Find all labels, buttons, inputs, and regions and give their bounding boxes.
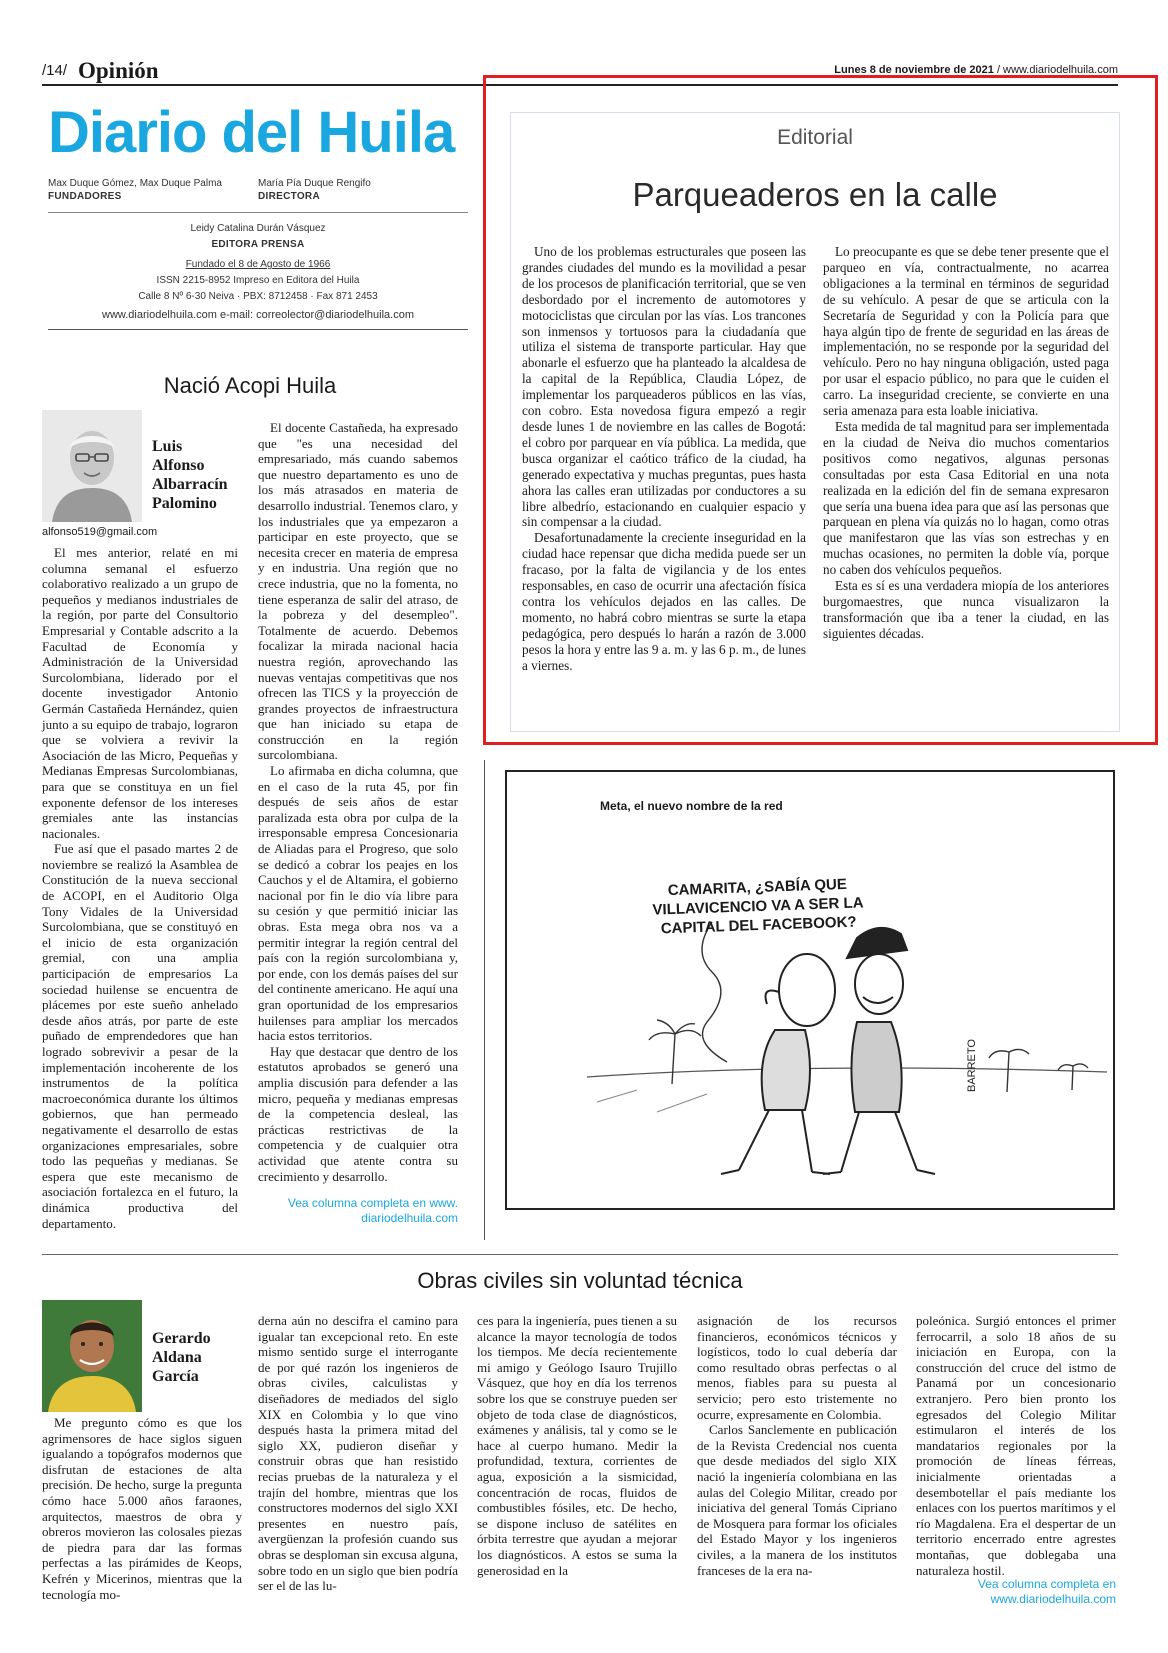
- section-title: Opinión: [78, 58, 159, 83]
- opinion-1-column-2: [258, 420, 458, 1184]
- opinion-2-column-3: [477, 1313, 677, 1578]
- masthead-bottom-rule: [48, 329, 468, 330]
- paragraph: Lo preocupante es que se debe tener presente que el parqueo en vía, contractualmente, no acarrea obligaciones a la terminal en términos de seguridad de su vehículo. A pesar de que se articula con la Secretaría de Seguridad y con la Policía para que haya algún tipo de frente de seguridad en las áreas de implementación, no se responde por la seguridad del vehículo. Pero no hay ninguna obligación, usted paga por usar el espacio público, no para que le cuiden el carro. La inseguridad creciente, se convierte en una seria amenaza para esta loable iniciativa.: [823, 244, 1109, 419]
- author-photo: [42, 410, 142, 522]
- paragraph: Me pregunto cómo es que los agrimensores de hace siglos siguen igualando a topógrafos modernos que disfrutan de estaciones de alta precisión. De hecho, surge la pregunta cómo hace 5.000 años faraones, arquitectos, maestros de obra y obreros movieron las colosales piezas de piedra para dar las formas perfectas a las pirámides de Keops, Kefrén y Micerinos, mientras que la tecnología mo-: [42, 1415, 242, 1602]
- director-role: DIRECTORA: [258, 191, 320, 202]
- opinion-2-column-1: [42, 1415, 242, 1602]
- author-name-line: Luis: [152, 438, 183, 455]
- contact-info[interactable]: www.diariodelhuila.com e-mail: correolector@diariodelhuila.com: [102, 309, 414, 321]
- editor-name: Leidy Catalina Durán Vásquez: [190, 223, 326, 234]
- read-more-link[interactable]: Vea columna completa en www. diariodelhuila.com: [287, 1196, 458, 1225]
- author-email[interactable]: alfonso519@gmail.com: [42, 526, 158, 538]
- paragraph: asignación de los recursos financieros, económicos técnicos y logísticos, todo lo cual debería dar como resultado obras perfectas o al menos, fiables para su puesta al servicio; pero esto tristemente no ocurre, expresamente en Colombia.: [697, 1313, 897, 1422]
- opinion-1-column-1: [42, 545, 238, 1231]
- opinion-2-column-2: [258, 1313, 458, 1594]
- editorial-column-2: [823, 244, 1109, 642]
- paragraph: derna aún no descifra el camino para igualar tan excepcional reto. En este mismo sentido surge el interrogante de por qué razón los ingenieros de obras civiles, calculistas y diseñadores de mediados del siglo XIX en Colombia y lo que vino después hasta la primera mitad del siglo XX, pudieron diseñar y construir obras que han resistido recias pruebas de la naturaleza y el trajín del hombre, mientras que los constructores modernos del siglo XXI presentes en nuestro país, avergüenzan la profesión cuando sus obras se desploman sin excusa alguna, sobre todo en un siglo que bien podría ser el de las lu-: [258, 1313, 459, 1594]
- author-name-line: Alfonso: [152, 457, 205, 474]
- founded-date: Fundado el 8 de Agosto de 1966: [185, 259, 331, 270]
- paragraph: Lo afirmaba en dicha columna, que en el caso de la ruta 45, por fin después de seis años de estar paralizada esta obra por culpa de la irresponsable empresa Concesionaria de Aliadas para el Progreso, que solo se dedicó a cobrar los peajes en los Cauchos y el de Altamira, el gobierno nacional por fin le dio vía libre para su cesión y que permitió iniciar las obras. Esta mega obra nos va a permitir integrar la región central del país con la región surcolombiana y, por ende, con los demás países del sur del continente americano. He aquí una gran oportunidad de los empresarios huilenses para ampliar los mercados hacia estos territorios.: [258, 763, 458, 1044]
- founders-names: Max Duque Gómez, Max Duque Palma: [48, 178, 222, 189]
- opinion-2-title: Obras civiles sin voluntad técnica: [417, 1268, 743, 1293]
- author-name-line: Aldana: [152, 1349, 202, 1366]
- masthead-divider: [48, 212, 468, 213]
- opinion-2-column-5: [916, 1313, 1116, 1578]
- paragraph: El docente Castañeda, ha expresado que "es una necesidad del empresariado, más cuando sabemos que nuestro departamento es uno de los más atrasados en materia de desarrollo industrial. Tenemos claro, y los industriales que ya empezaron a participar en este proyecto, que se necesita crecer en materia de empresa y en industria. Una región que no crece industria, que no la fomenta, no tiene esperanza de salir del atraso, de la pobreza y del desempleo". Totalmente de acuerdo. Debemos focalizar la mirada nacional hacia nuestra región, aprovechando las nuevas ventajas competitivas que nos ofrecen las TICS y la proyección de grandes proyectos de infraestructura que han iniciado su etapa de construcción en la región surcolombiana.: [258, 420, 458, 763]
- issue-date: Lunes 8 de noviembre de 2021: [834, 64, 994, 76]
- author-portrait-icon: [42, 1300, 142, 1412]
- read-more-link[interactable]: Vea columna completa en www.diariodelhuila.com: [977, 1577, 1116, 1606]
- editorial-column-1: [522, 244, 806, 673]
- author-portrait-icon: [42, 410, 142, 522]
- opinion-2-author: [152, 1329, 211, 1386]
- newspaper-logo: Diario del Huila: [48, 100, 455, 165]
- author-photo: [42, 1300, 142, 1412]
- cartoon-drawing-icon: [507, 772, 1113, 1208]
- author-name-line: Palomino: [152, 495, 217, 512]
- paragraph: Esta medida de tal magnitud para ser implementada en la ciudad de Neiva dio muchos comentarios positivos como negativos, algunas personas consultadas por esta Casa Editorial en una nota realizada en la edición del fin de semana expresaron que sería una buena idea para que así las personas que parquean en plena vía quizás no lo hagan, como otras que manifestaron que las vías son estrechas y en muchas ocasiones, no permiten la doble vía, porque no caben dos vehículos pequeños.: [823, 418, 1109, 578]
- page-number: /14/: [42, 62, 68, 79]
- address: Calle 8 Nº 6-30 Neiva · PBX: 8712458 · Fax 871 2453: [138, 291, 378, 302]
- author-name-line: Albarracín: [152, 476, 228, 493]
- paragraph: Uno de los problemas estructurales que poseen las grandes ciudades del mundo es la movilidad a pesar de los procesos de planificación territorial, que se ven desbordado por el incremento de automotores y motociclistas que circulan por las vías. Los trancones son inmensos y tortuosos para la ciudadanía que utiliza el sistema de transporte particular. Hay que abonarle el esfuerzo que ha planteado la alcaldesa de la capital de la República, Claudia López, de implementar los parqueaderos públicos en las vías, con cobro. Esta novedosa figura empezó a regir desde lunes 1 de noviembre en las calles de Bogotá: el cobro por parquear en vía pública. La medida, que busca organizar el caótico tráfico de la ciudad, ha generado expectativa y muchas preguntas, pues hasta ahora las calles eran utilizadas por conductores a su libre albedrío, estacionando en cualquier espacio y sin compensar a la ciudad.: [522, 244, 806, 530]
- opinion-2-column-4: [697, 1313, 897, 1578]
- paragraph: Hay que destacar que dentro de los estatutos aprobados se generó una amplia discusión para defender a las micro, pequeña y medianas empresas de la competencia desleal, las prácticas restrictivas de la competencia y de cualquier otra actividad que atente contra su crecimiento y desarrollo.: [258, 1043, 458, 1184]
- cartoon-speech-text: CAMARITA, ¿SABÍA QUE VILLAVICENCIO VA A SER LA CAPITAL DEL FACEBOOK?: [652, 875, 864, 938]
- paragraph: Fue así que el pasado martes 2 de noviembre se realizó la Asamblea de Constitución de la nueva seccional de ACOPI, en el Auditorio Olga Tony Vidales de la Universidad Surcolombiana, que se constituyó en el inicio de esta organización gremial, con una amplia participación de empresarios La sociedad huilense se encuentra de plácemes por este sueño anhelado desde años atrás, por parte de este puñado de emprendedores que han logrado sobrevivir a pesar de la implementación incoherente de los instrumentos de la política macroeconómica durante los últimos gobiernos, que han permeado negativamente el desarrollo de estas organizaciones empresariales, sobre todo las pequeñas y medianas. Se espera que este mecanismo de asociación fortalezca en el futuro, la dinámica productiva del departamento.: [42, 841, 238, 1231]
- founders-role: FUNDADORES: [48, 191, 122, 202]
- paragraph: Esta es sí es una verdadera miopía de los anteriores burgomaestres, que nunca visualizaron la transformación que iba a tener la ciudad, en las siguientes décadas.: [823, 578, 1109, 641]
- director-name: María Pía Duque Rengifo: [258, 178, 371, 189]
- issn: ISSN 2215-8952 Impreso en Editora del Huila: [156, 275, 360, 286]
- paragraph: El mes anterior, relaté en mi columna semanal el esfuerzo colaborativo realizado a un grupo de pequeños y medianos industriales de la región, por parte del Consultorio Empresarial y Contable adscrito a la Facultad de Economía y Administración de la Universidad Surcolombiana, liderado por el docente investigador Antonio Germán Castañeda Hernández, quien junto a su equipo de trabajo, lograron que se volviera a revivir la Asociación de las Micro, Pequeñas y Medianas Empresas Surcolombianas, para que se constituya en un fiel exponente defensor de los intereses gremiales ante las instancias nacionales.: [42, 545, 238, 841]
- masthead-credits: [48, 178, 468, 202]
- section-divider: [42, 1254, 1118, 1255]
- opinion-1-title: Nació Acopi Huila: [163, 373, 337, 398]
- cartoonist-signature: BARRETO: [966, 1039, 978, 1092]
- masthead: [48, 100, 468, 338]
- editorial-title: Parqueaderos en la calle: [632, 176, 998, 213]
- author-name-line: García: [152, 1368, 199, 1385]
- column-divider: [484, 760, 485, 1240]
- paragraph: ces para la ingeniería, pues tienen a su alcance la mayor tecnología de todos los tiempos. Me decía recientemente mi amigo y Geólogo Isauro Trujillo Vásquez, que hoy en día los terrenos sobre los que se construye pueden ser objeto de toda clase de diagnósticos, exámenes y análisis, tal y como se le hace al cuerpo humano. Medir la profundidad, textura, corrientes de agua, exposición a la sismicidad, concentración de rocas, fluidos de combustibles fósiles, etc. De hecho, se dispone incluso de satélites en órbita terrestre que ayudan a mejorar los diagnósticos. A estos se suma la generosidad en la: [477, 1313, 677, 1578]
- website-link[interactable]: / www.diariodelhuila.com: [996, 64, 1118, 76]
- paragraph: poleónica. Surgió entonces el primer ferrocarril, a solo 18 años de su iniciación en Europa, con la construcción del cruce del istmo de Panamá por un concesionario extranjero. Pero bien pronto los egresados del Colegio Militar estimularon el interés de los mandatarios regionales por la promoción de líneas férreas, inicialmente orientadas a desembotellar el país mediante los enlaces con los puertos marítimos y el río Magdalena. Era el despertar de un territorio encerrado entre agrestes montañas, que doblegaba una naturaleza hostil.: [916, 1313, 1116, 1578]
- paragraph: Carlos Sanclemente en publicación de la Revista Credencial nos cuenta que desde mediados del siglo XIX nació la ingeniería colombiana en las aulas del Colegio Militar, creado por iniciativa del general Tomás Cipriano de Mosquera para formar los oficiales del Estado Mayor y los ingenieros civiles, a la manera de los institutos franceses de la era na-: [697, 1422, 897, 1578]
- author-name-line: Gerardo: [152, 1330, 211, 1347]
- opinion-1-author: [152, 437, 228, 513]
- cartoon-caption: Meta, el nuevo nombre de la red: [600, 799, 783, 813]
- editorial-kicker: Editorial: [777, 126, 853, 149]
- paragraph: Desafortunadamente la creciente inseguridad en la ciudad hace repensar que dicha medida puede ser un fracaso, por la falta de vigilancia y de los entes responsables, en caso de ocurrir una afectación física contra los vehículos dejados en las calles. De momento, no habrá cobro mientras se surte la etapa pedagógica, pero después lo harán a razón de 3.000 pesos la hora y entre las 9 a. m. y las 6 p. m., de lunes a viernes.: [522, 530, 806, 673]
- editor-role: EDITORA PRENSA: [211, 239, 305, 250]
